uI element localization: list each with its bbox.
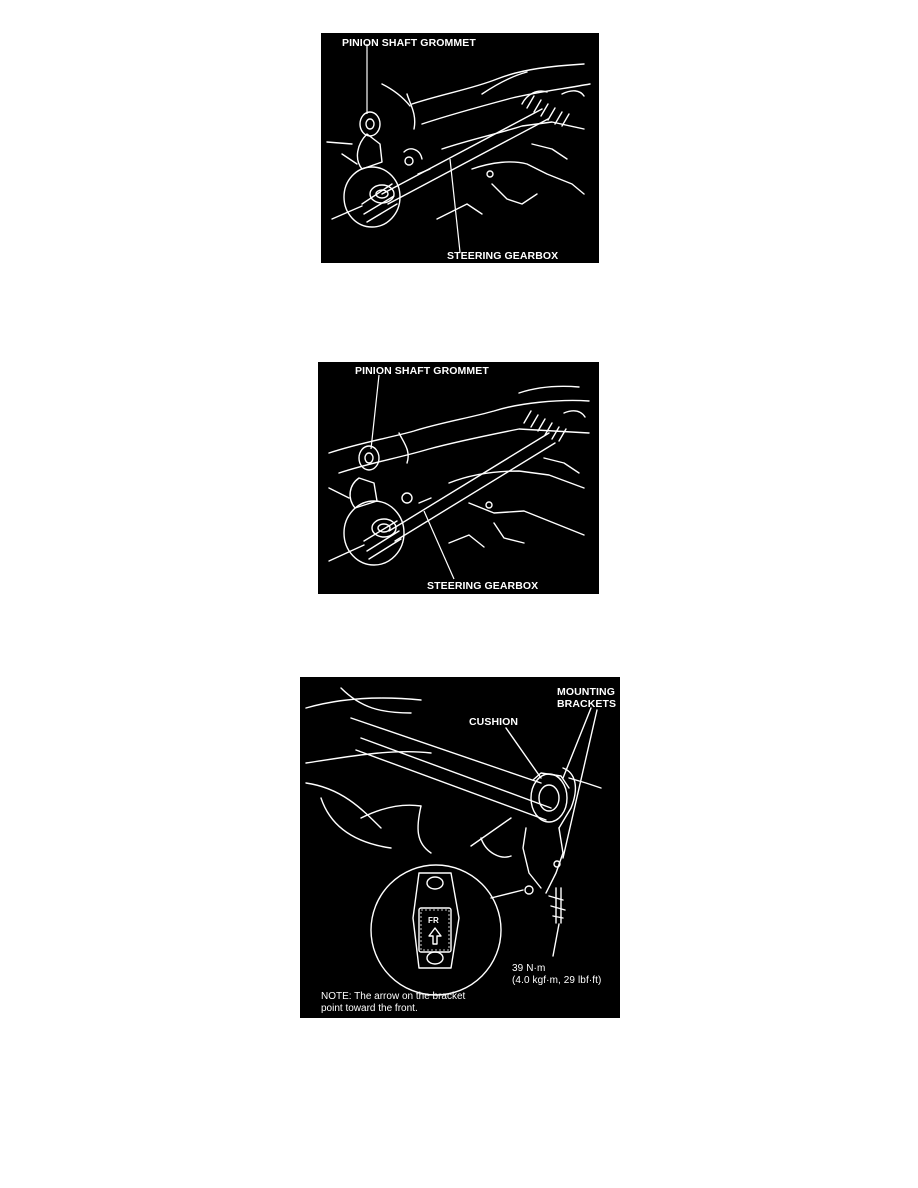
figure-3-mounting-brackets [300,677,620,1018]
label-pinion-shaft-grommet: PINION SHAFT GROMMET [355,365,489,377]
figure-1-illustration [322,34,598,262]
label-fr: FR [428,916,439,925]
label-steering-gearbox: STEERING GEARBOX [447,250,559,262]
label-steering-gearbox: STEERING GEARBOX [427,580,539,592]
label-pinion-shaft-grommet: PINION SHAFT GROMMET [342,37,476,49]
note-text: NOTE: The arrow on the bracket point toward the front. [321,991,466,1014]
label-torque-value: 39 N·m [512,963,546,974]
label-mounting-brackets: MOUNTING BRACKETS [557,686,617,710]
figure-1-steering-gearbox [321,33,599,263]
label-cushion: CUSHION [469,716,519,728]
figure-2-illustration [319,363,598,593]
figure-3-illustration [301,678,619,1017]
figure-2-steering-gearbox [318,362,599,594]
label-torque-conversion: (4.0 kgf·m, 29 lbf·ft) [512,975,602,986]
